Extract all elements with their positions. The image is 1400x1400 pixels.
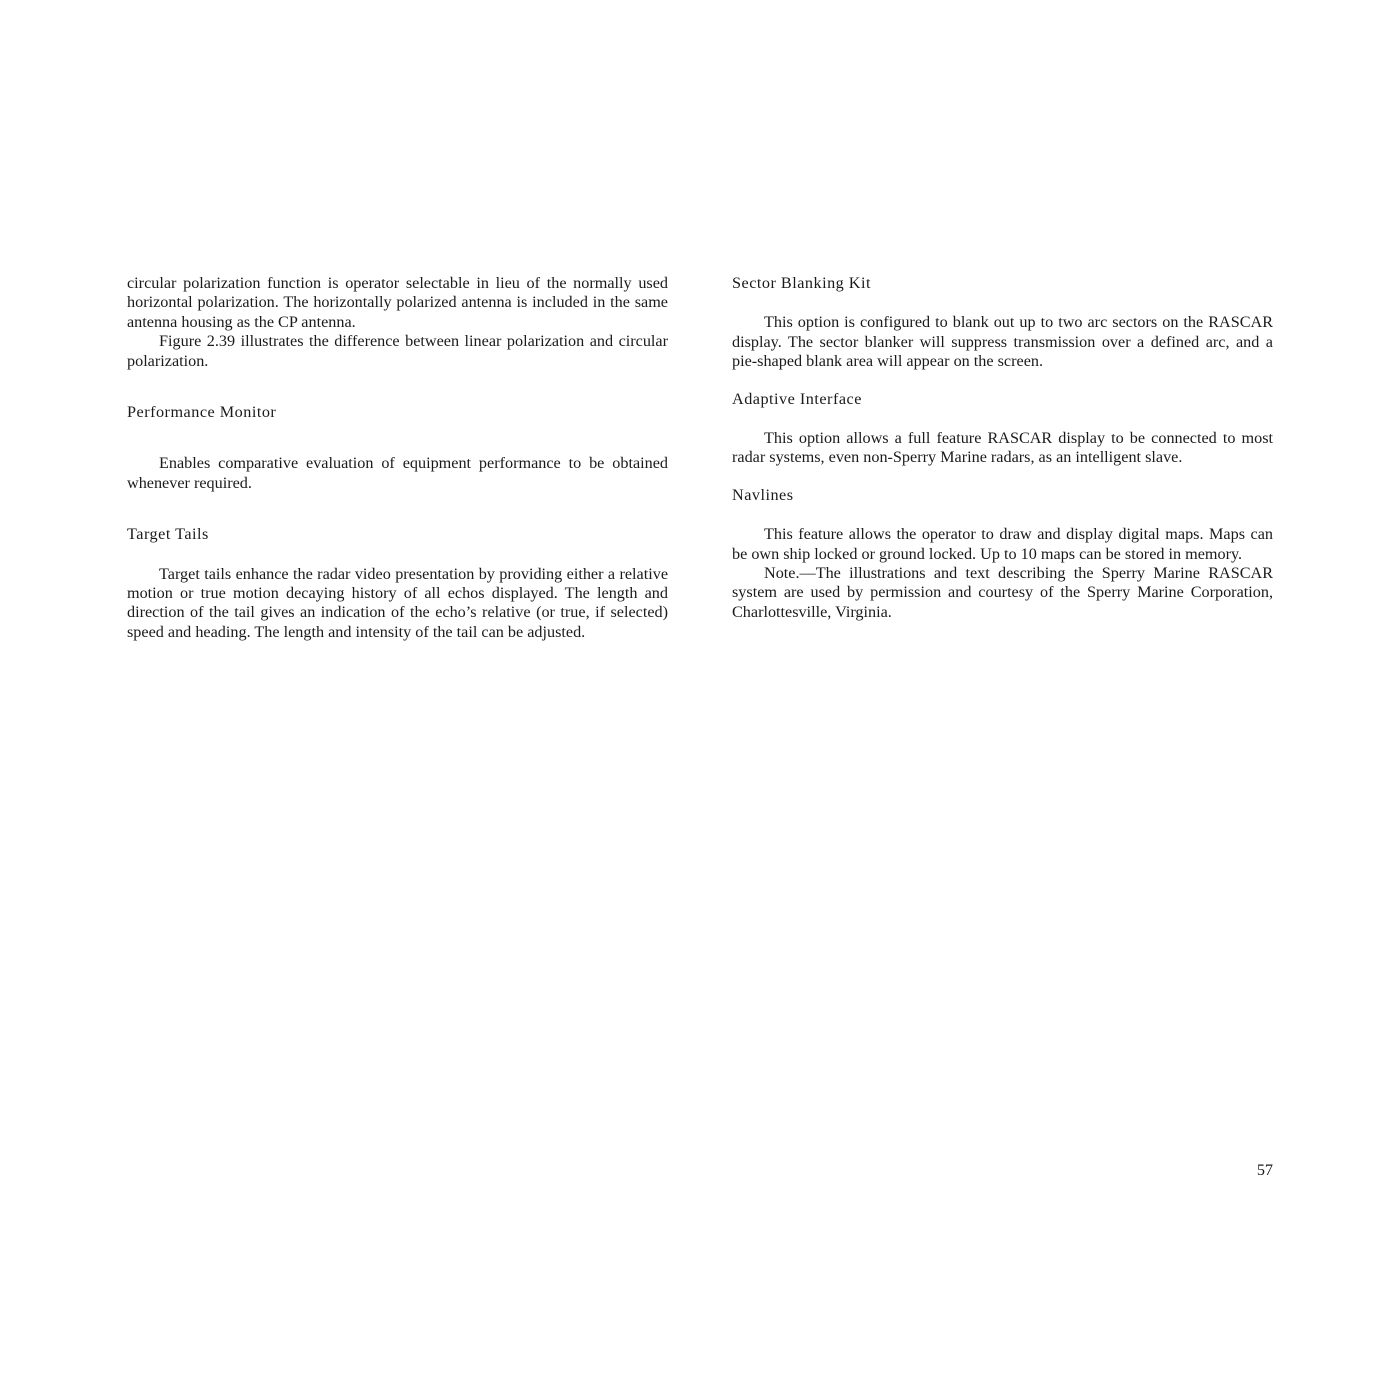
heading-adaptive-interface: Adaptive Interface	[732, 389, 862, 408]
heading-sector-blanking-kit: Sector Blanking Kit	[732, 274, 871, 292]
paragraph-polarization-continued: circular polarization function is operator selectable in lieu of the normally used horizontal polarization. The horizontally polarized antenna is included in the same antenna housing as the CP antenna.	[127, 274, 668, 331]
paragraph-adaptive-interface: This option allows a full feature RASCAR display to be connected to most radar systems, even non-Sperry Marine radars, as an intelligent slave.	[732, 429, 1273, 467]
left-column	[127, 274, 668, 642]
heading-performance-monitor: Performance Monitor	[127, 403, 277, 422]
right-column	[732, 274, 1273, 622]
paragraph-sector-blanking-kit: This option is configured to blank out up to two arc sectors on the RASCAR display. The sector blanker will suppress transmission over a defined arc, and a pie-shaped blank area will appear on the screen.	[732, 313, 1273, 371]
paragraph-target-tails: Target tails enhance the radar video presentation by providing either a relative motion or true motion decaying history of all echos displayed. The length and direction of the tail gives an indication of the echo’s relative (or true, if selected) speed and heading. The length and intensity of the tail can be adjusted.	[127, 564, 668, 641]
page-number: 57	[1256, 1161, 1273, 1179]
paragraph-navlines: This feature allows the operator to draw and display digital maps. Maps can be own ship locked or ground locked. Up to 10 maps can be stored in memory.	[732, 525, 1273, 563]
paragraph-figure-reference: Figure 2.39 illustrates the difference between linear polarization and circular polarization.	[127, 332, 668, 370]
paragraph-note: Note.—The illustrations and text describing the Sperry Marine RASCAR system are used by permission and courtesy of the Sperry Marine Corporation, Charlottesville, Virginia.	[732, 564, 1273, 621]
paragraph-performance-monitor: Enables comparative evaluation of equipment performance to be obtained whenever required.	[127, 454, 668, 492]
heading-target-tails: Target Tails	[127, 525, 209, 544]
heading-navlines: Navlines	[732, 485, 794, 504]
